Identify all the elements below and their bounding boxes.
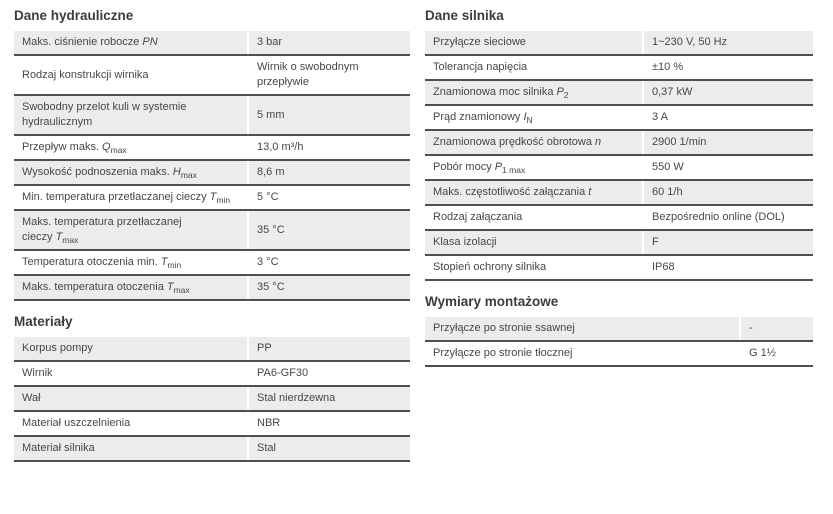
spec-value: Stal nierdzewna bbox=[257, 392, 336, 404]
spec-label-cell bbox=[425, 205, 643, 230]
spec-value-cell bbox=[248, 135, 410, 160]
spec-label: Min. temperatura przetłaczanej cieczy bbox=[22, 191, 207, 203]
table-row bbox=[425, 155, 813, 180]
spec-label: Tolerancja napięcia bbox=[433, 61, 528, 73]
spec-label-cell bbox=[425, 130, 643, 155]
spec-value: PP bbox=[257, 342, 272, 354]
spec-value-cell bbox=[643, 130, 813, 155]
spec-value-cell bbox=[248, 275, 410, 300]
spec-label: Maks. ciśnienie robocze bbox=[22, 36, 140, 48]
spec-symbol: P bbox=[494, 161, 503, 173]
spec-label-cell bbox=[14, 361, 248, 386]
spec-symbol: T bbox=[55, 231, 63, 243]
table-row bbox=[425, 255, 813, 280]
table-row bbox=[425, 80, 813, 105]
table-row bbox=[14, 275, 410, 300]
spec-label-cell bbox=[14, 275, 248, 300]
spec-value: - bbox=[749, 322, 753, 334]
table-row bbox=[425, 130, 813, 155]
table-row bbox=[14, 210, 410, 250]
spec-value-cell bbox=[643, 255, 813, 280]
spec-value-cell bbox=[643, 105, 813, 130]
spec-symbol-subscript: N bbox=[526, 115, 533, 126]
table-row bbox=[14, 411, 410, 436]
left-column bbox=[14, 8, 410, 462]
spec-symbol: H bbox=[172, 166, 181, 178]
spec-value-cell bbox=[248, 250, 410, 275]
table-row bbox=[14, 337, 410, 361]
spec-label-cell bbox=[14, 436, 248, 461]
table-row bbox=[425, 341, 813, 366]
spec-value: 3 °C bbox=[257, 256, 279, 268]
spec-value: 5 mm bbox=[257, 108, 285, 121]
spec-label-cell bbox=[425, 255, 643, 280]
motor-data-section bbox=[425, 8, 813, 281]
spec-label-cell bbox=[14, 135, 248, 160]
spec-value-cell bbox=[248, 160, 410, 185]
spec-label-cell bbox=[425, 180, 643, 205]
spec-label-cell bbox=[14, 55, 248, 95]
spec-symbol-subscript: max bbox=[180, 170, 197, 181]
spec-label-cell bbox=[425, 31, 643, 55]
spec-symbol-subscript: 1 max bbox=[502, 165, 526, 176]
spec-value: Bezpośrednio online (DOL) bbox=[652, 211, 785, 223]
spec-label-cell bbox=[425, 341, 740, 366]
spec-symbol: T bbox=[160, 256, 168, 268]
spec-symbol: Q bbox=[102, 141, 111, 153]
spec-label-cell bbox=[14, 185, 248, 210]
motor-data-table bbox=[425, 31, 813, 281]
spec-value-cell bbox=[248, 337, 410, 361]
spec-label-cell bbox=[14, 386, 248, 411]
table-row bbox=[425, 230, 813, 255]
spec-label: Materiał uszczelnienia bbox=[22, 417, 131, 429]
mounting-dimensions-section bbox=[425, 294, 813, 367]
spec-value-cell bbox=[643, 230, 813, 255]
spec-label-cell bbox=[14, 210, 248, 250]
spec-value: ±10 % bbox=[652, 61, 684, 73]
spec-value: 60 1/h bbox=[652, 186, 683, 198]
spec-value-cell bbox=[248, 185, 410, 210]
spec-symbol: PN bbox=[142, 36, 158, 48]
spec-label-cell bbox=[14, 160, 248, 185]
spec-value-cell bbox=[643, 80, 813, 105]
spec-label: Wysokość podnoszenia maks. bbox=[22, 166, 170, 178]
section-title: Dane silnika bbox=[425, 8, 504, 23]
spec-value-cell bbox=[248, 361, 410, 386]
spec-label: Rodzaj załączania bbox=[433, 211, 523, 223]
spec-value: 8,6 m bbox=[257, 166, 285, 178]
table-row bbox=[14, 386, 410, 411]
section-title: Materiały bbox=[14, 314, 73, 329]
hydraulic-data-section bbox=[14, 8, 410, 301]
spec-label-cell bbox=[425, 230, 643, 255]
materials-table bbox=[14, 337, 410, 462]
right-column bbox=[425, 8, 813, 462]
spec-value-cell bbox=[248, 210, 410, 250]
spec-label: Znamionowa prędkość obrotowa bbox=[433, 136, 592, 148]
spec-label: Pobór mocy bbox=[433, 161, 492, 173]
spec-value-cell bbox=[740, 317, 813, 341]
spec-value: 3 A bbox=[652, 111, 668, 123]
spec-label-cell bbox=[425, 55, 643, 80]
spec-symbol-subscript: max bbox=[110, 145, 127, 156]
spec-label: Przyłącze po stronie ssawnej bbox=[433, 322, 575, 334]
spec-value: Stal bbox=[257, 442, 276, 454]
spec-value-cell bbox=[740, 341, 813, 366]
spec-symbol: I bbox=[523, 111, 527, 123]
spec-value: 5 °C bbox=[257, 191, 279, 203]
spec-label-cell bbox=[14, 411, 248, 436]
table-row bbox=[14, 185, 410, 210]
table-row bbox=[14, 95, 410, 135]
spec-value: 35 °C bbox=[257, 281, 285, 293]
table-row bbox=[425, 205, 813, 230]
spec-value: 35 °C bbox=[257, 223, 285, 236]
spec-symbol-subscript: max bbox=[173, 285, 190, 296]
spec-label: Korpus pompy bbox=[22, 342, 93, 354]
materials-section bbox=[14, 314, 410, 462]
spec-label: Temperatura otoczenia min. bbox=[22, 256, 158, 268]
table-row bbox=[14, 436, 410, 461]
spec-label: Maks. częstotliwość załączania bbox=[433, 186, 586, 198]
spec-label-cell bbox=[14, 31, 248, 55]
spec-value: 3 bar bbox=[257, 36, 283, 48]
section-title: Wymiary montażowe bbox=[425, 294, 559, 309]
spec-symbol-subscript: 2 bbox=[563, 90, 569, 101]
spec-value-cell bbox=[248, 386, 410, 411]
spec-value: 550 W bbox=[652, 161, 684, 173]
table-row bbox=[425, 31, 813, 55]
section-title: Dane hydrauliczne bbox=[14, 8, 134, 23]
spec-value-cell bbox=[643, 31, 813, 55]
spec-value-cell bbox=[643, 155, 813, 180]
spec-symbol-subscript: min bbox=[216, 195, 231, 206]
spec-label: Prąd znamionowy bbox=[433, 111, 521, 123]
spec-value: NBR bbox=[257, 417, 281, 429]
spec-value: 13,0 m³/h bbox=[257, 141, 304, 153]
spec-value: 0,37 kW bbox=[652, 86, 693, 98]
spec-value: 1~230 V, 50 Hz bbox=[652, 36, 728, 48]
spec-label: Wał bbox=[22, 392, 41, 404]
spec-label: Maks. temperatura otoczenia bbox=[22, 281, 164, 293]
spec-value-cell bbox=[248, 31, 410, 55]
spec-label-cell bbox=[14, 337, 248, 361]
spec-label: Rodzaj konstrukcji wirnika bbox=[22, 68, 149, 81]
spec-value: Wirnik o swobodnym przepływie bbox=[257, 61, 359, 88]
spec-label: Wirnik bbox=[22, 367, 53, 379]
spec-label-cell bbox=[425, 80, 643, 105]
spec-value: F bbox=[652, 236, 659, 248]
spec-symbol: T bbox=[209, 191, 217, 203]
mounting-dimensions-table bbox=[425, 317, 813, 367]
spec-value: PA6-GF30 bbox=[257, 367, 309, 379]
spec-label-cell bbox=[425, 105, 643, 130]
table-row bbox=[14, 361, 410, 386]
spec-label-cell bbox=[425, 317, 740, 341]
spec-value: IP68 bbox=[652, 261, 675, 273]
spec-label-cell bbox=[14, 95, 248, 135]
spec-label: Znamionowa moc silnika bbox=[433, 86, 554, 98]
spec-label: Przyłącze po stronie tłocznej bbox=[433, 347, 573, 359]
spec-symbol-subscript: min bbox=[167, 260, 182, 271]
spec-label: Swobodny przelot kuli w systemie hydraulicznym bbox=[22, 101, 187, 128]
spec-symbol: P bbox=[556, 86, 564, 98]
spec-symbol: t bbox=[588, 186, 592, 198]
table-row bbox=[14, 31, 410, 55]
spec-label: Przepływ maks. bbox=[22, 141, 100, 153]
table-row bbox=[425, 55, 813, 80]
spec-label: Przyłącze sieciowe bbox=[433, 36, 526, 48]
spec-value-cell bbox=[248, 55, 410, 95]
spec-value-cell bbox=[643, 180, 813, 205]
spec-symbol: n bbox=[594, 136, 602, 148]
spec-label: Stopień ochrony silnika bbox=[433, 261, 547, 273]
table-row bbox=[14, 55, 410, 95]
spec-label: Maks. temperatura przetłaczanej cieczy bbox=[22, 216, 182, 243]
table-row bbox=[425, 180, 813, 205]
spec-symbol: T bbox=[166, 281, 174, 293]
spec-label: Klasa izolacji bbox=[433, 236, 497, 248]
spec-label-cell bbox=[425, 155, 643, 180]
spec-value: 2900 1/min bbox=[652, 136, 707, 148]
table-row bbox=[425, 317, 813, 341]
table-row bbox=[14, 250, 410, 275]
spec-label: Materiał silnika bbox=[22, 442, 95, 454]
spec-label-cell bbox=[14, 250, 248, 275]
spec-value-cell bbox=[248, 411, 410, 436]
spec-value: G 1½ bbox=[749, 347, 776, 359]
spec-value-cell bbox=[248, 436, 410, 461]
spec-symbol-subscript: max bbox=[62, 235, 79, 246]
spec-value-cell bbox=[643, 205, 813, 230]
table-row bbox=[14, 135, 410, 160]
hydraulic-data-table bbox=[14, 31, 410, 301]
table-row bbox=[425, 105, 813, 130]
spec-value-cell bbox=[643, 55, 813, 80]
table-row bbox=[14, 160, 410, 185]
spec-value-cell bbox=[248, 95, 410, 135]
